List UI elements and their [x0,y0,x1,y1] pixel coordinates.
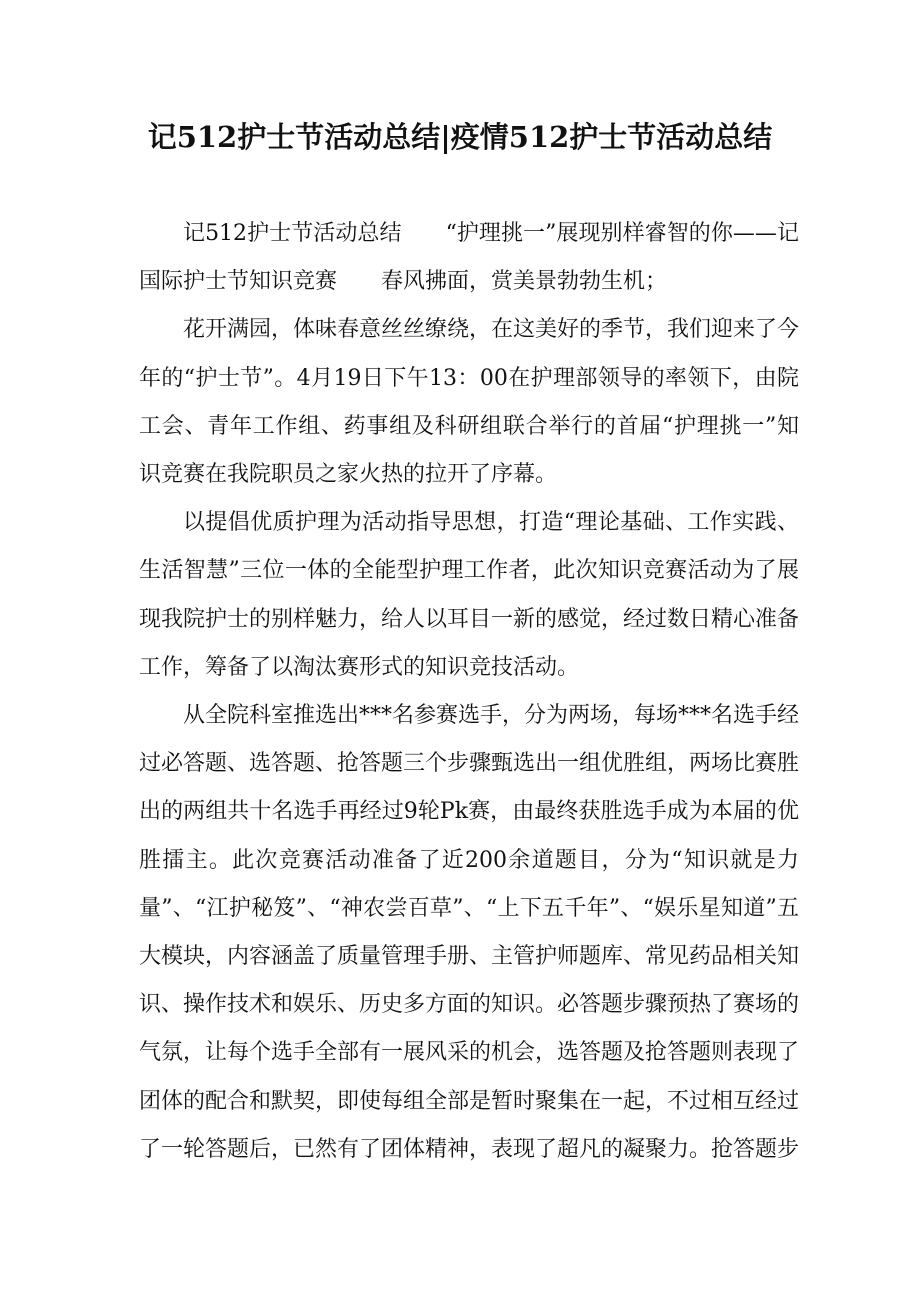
document-title: 记512护士节活动总结|疫情512护士节活动总结 [147,120,773,154]
intro-part-3: 春风拂面，赏美景勃勃生机； [381,269,668,295]
document-body [139,210,799,1174]
intro-paragraph [139,210,799,306]
paragraph-2: 以提倡优质护理为活动指导思想，打造“理论基础、工作实践、生活智慧”三位一体的全能型护理工作者，此次知识竞赛活动为了展现我院护士的别样魅力，给人以耳目一新的感觉，经过数日精心准备工作，筹备了以淘汰赛形式的知识竞技活动。 [139,510,800,680]
paragraph-1: 花开满园，体味春意丝丝缭绕，在这美好的季节，我们迎来了今年的“护士节”。4月19日下午13：00在护理部领导的率领下，由院工会、青年工作组、药事组及科研组联合举行的首届“护理挑一”知识竞赛在我院职员之家火热的拉开了序幕。 [139,317,800,488]
intro-part-1: 记512护士节活动总结 [183,221,402,246]
intro-part-2: “护理挑一”展现别样睿智的你——记国际护士节知识竞赛 [139,221,799,295]
paragraph-3: 从全院科室推选出***名参赛选手，分为两场，每场***名选手经过必答题、选答题、抢答题三个步骤甄选出一组优胜组，两场比赛胜出的两组共十名选手再经过9轮Pk赛，由最终获胜选手成为本届的优胜擂主。此次竞赛活动准备了近200余道题目，分为“知识就是力量”、“江护秘笈”、“神农尝百草”、“上下五千年”、“娱乐星知道”五大模块，内容涵盖了质量管理手册、主管护师题库、常见药品相关知识、操作技术和娱乐、历史多方面的知识。必答题步骤预热了赛场的气氛，让每个选手全部有一展风采的机会，选答题及抢答题则表现了团体的配合和默契，即使每组全部是暂时聚集在一起，不过相互经过了一轮答题后，已然有了团体精神，表现了超凡的凝聚力。抢答题步 [139,703,800,1162]
